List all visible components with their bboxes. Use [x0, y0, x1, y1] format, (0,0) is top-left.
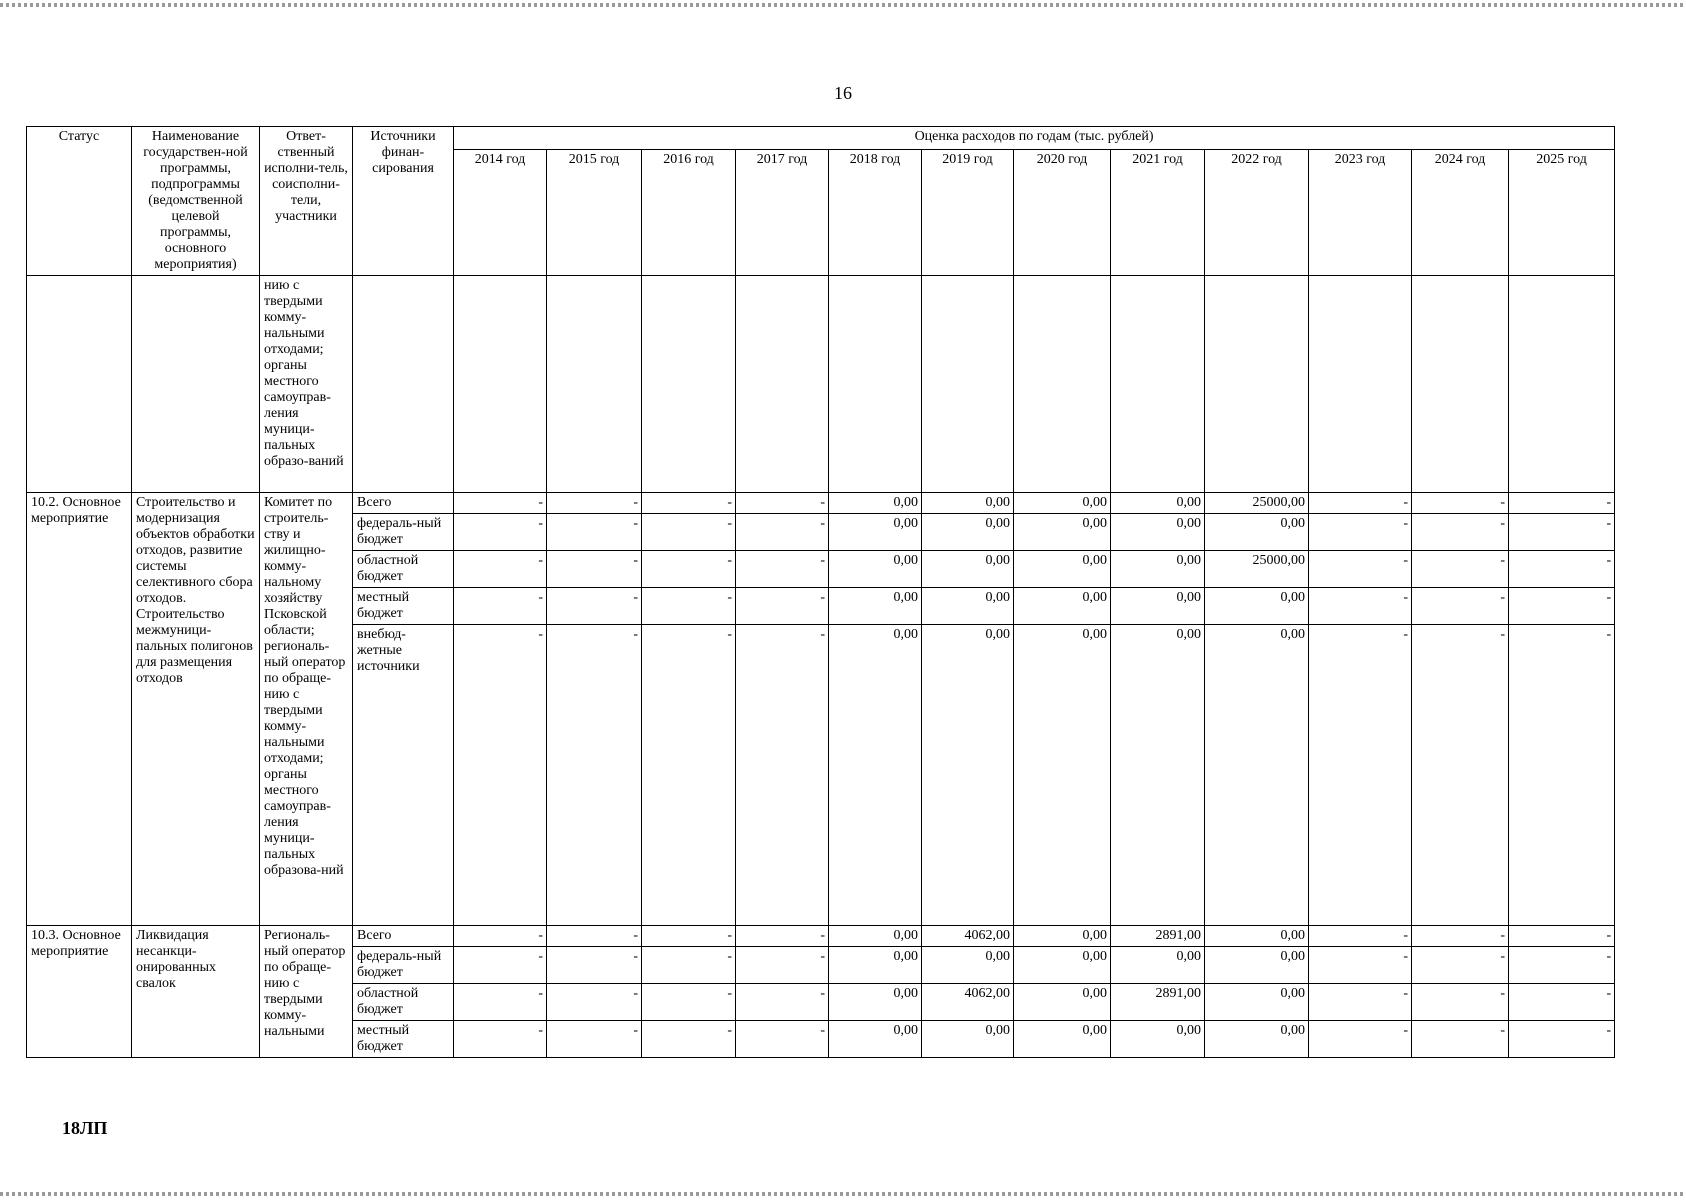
footer-code: 18ЛП [62, 1118, 108, 1138]
funding-source-cell: федераль-ный бюджет [353, 514, 454, 551]
amount-cell: 0,00 [1111, 947, 1205, 984]
amount-cell: 0,00 [829, 984, 922, 1021]
amount-cell: - [547, 625, 642, 926]
amount-cell: - [1412, 1021, 1509, 1058]
header-year: 2018 год [829, 150, 922, 276]
amount-cell: - [1509, 514, 1615, 551]
amount-cell: - [642, 588, 736, 625]
amount-cell: - [736, 551, 829, 588]
amount-cell: 0,00 [1014, 984, 1111, 1021]
amount-cell: - [547, 588, 642, 625]
amount-cell: - [736, 514, 829, 551]
amount-cell: 0,00 [1111, 1021, 1205, 1058]
amount-cell: 25000,00 [1205, 493, 1309, 514]
amount-cell: - [1412, 588, 1509, 625]
table-row [27, 926, 1615, 947]
header-year: 2020 год [1014, 150, 1111, 276]
header-estimate: Оценка расходов по годам (тыс. рублей) [454, 127, 1615, 150]
amount-cell: - [736, 926, 829, 947]
funding-source-cell: местный бюджет [353, 588, 454, 625]
continuation-sources-cell [353, 276, 454, 493]
amount-cell: - [1509, 551, 1615, 588]
amount-cell: 0,00 [922, 514, 1014, 551]
amount-cell: - [1309, 625, 1412, 926]
amount-cell: 0,00 [1014, 625, 1111, 926]
amount-cell: - [642, 625, 736, 926]
amount-cell: - [1412, 514, 1509, 551]
table-header [27, 127, 1615, 276]
amount-cell: - [1412, 947, 1509, 984]
amount-cell: - [642, 947, 736, 984]
amount-cell: - [547, 1021, 642, 1058]
amount-cell: 0,00 [1014, 588, 1111, 625]
measure-responsible-cell: Региональ-ный оператор по обраще-нию с твердыми комму-нальными [260, 926, 353, 1058]
amount-cell: 2891,00 [1111, 984, 1205, 1021]
amount-cell: - [1309, 926, 1412, 947]
amount-cell: 0,00 [922, 493, 1014, 514]
amount-cell: - [454, 493, 547, 514]
header-name: Наименование государствен-ной программы, подпрограммы (ведомственной целевой программы, основного мероприятия) [132, 127, 260, 276]
header-year: 2014 год [454, 150, 547, 276]
header-year: 2024 год [1412, 150, 1509, 276]
continuation-empty-cell [829, 276, 922, 493]
amount-cell: - [642, 984, 736, 1021]
amount-cell: 4062,00 [922, 984, 1014, 1021]
amount-cell: 0,00 [829, 551, 922, 588]
amount-cell: - [454, 926, 547, 947]
amount-cell: - [454, 984, 547, 1021]
continuation-row [27, 276, 1615, 493]
amount-cell: 0,00 [1014, 514, 1111, 551]
amount-cell: 0,00 [829, 625, 922, 926]
amount-cell: - [454, 947, 547, 984]
amount-cell: 0,00 [922, 1021, 1014, 1058]
continuation-empty-cell [1205, 276, 1309, 493]
amount-cell: 0,00 [1111, 551, 1205, 588]
table-row [27, 493, 1615, 514]
funding-source-cell: Всего [353, 493, 454, 514]
amount-cell: - [736, 625, 829, 926]
amount-cell: 0,00 [1014, 926, 1111, 947]
funding-source-cell: Всего [353, 926, 454, 947]
amount-cell: 0,00 [1014, 493, 1111, 514]
amount-cell: 0,00 [829, 926, 922, 947]
amount-cell: - [642, 514, 736, 551]
header-year: 2016 год [642, 150, 736, 276]
continuation-empty-cell [1014, 276, 1111, 493]
amount-cell: - [1309, 1021, 1412, 1058]
amount-cell: 0,00 [1014, 947, 1111, 984]
header-year: 2023 год [1309, 150, 1412, 276]
amount-cell: - [547, 984, 642, 1021]
amount-cell: 0,00 [1205, 1021, 1309, 1058]
amount-cell: - [642, 551, 736, 588]
amount-cell: - [547, 926, 642, 947]
page-number: 16 [834, 83, 852, 103]
amount-cell: - [736, 493, 829, 514]
amount-cell: 0,00 [922, 947, 1014, 984]
amount-cell: 0,00 [1111, 625, 1205, 926]
continuation-empty-cell [736, 276, 829, 493]
amount-cell: - [454, 514, 547, 551]
amount-cell: 0,00 [1111, 493, 1205, 514]
amount-cell: - [1309, 514, 1412, 551]
continuation-empty-cell [1309, 276, 1412, 493]
header-year: 2021 год [1111, 150, 1205, 276]
header-year: 2017 год [736, 150, 829, 276]
funding-source-cell: местный бюджет [353, 1021, 454, 1058]
amount-cell: - [642, 1021, 736, 1058]
measure-responsible-cell: Комитет по строитель-ству и жилищно-комму-нальному хозяйству Псковской области; региональ-ный оператор по обраще-нию с твердыми комму-нальными отходами; органы местного самоуправ-ления муници-пальных образова-ний [260, 493, 353, 926]
amount-cell: - [547, 947, 642, 984]
funding-source-cell: федераль-ный бюджет [353, 947, 454, 984]
amount-cell: - [454, 588, 547, 625]
budget-table [26, 126, 1615, 1058]
amount-cell: - [1509, 984, 1615, 1021]
amount-cell: - [1412, 984, 1509, 1021]
amount-cell: - [547, 514, 642, 551]
continuation-empty-cell [642, 276, 736, 493]
amount-cell: - [547, 493, 642, 514]
measure-status-cell: 10.3. Основное мероприятие [27, 926, 132, 1058]
continuation-empty-cell [1111, 276, 1205, 493]
amount-cell: 0,00 [1205, 588, 1309, 625]
header-responsible: Ответ-ственный исполни-тель, соисполни-тели, участники [260, 127, 353, 276]
continuation-name-cell [132, 276, 260, 493]
header-status: Статус [27, 127, 132, 276]
header-sources: Источники финан-сирования [353, 127, 454, 276]
amount-cell: 0,00 [1205, 984, 1309, 1021]
amount-cell: - [1509, 588, 1615, 625]
amount-cell: - [547, 551, 642, 588]
funding-source-cell: областной бюджет [353, 551, 454, 588]
amount-cell: - [1412, 551, 1509, 588]
amount-cell: - [1412, 625, 1509, 926]
amount-cell: 0,00 [1205, 625, 1309, 926]
amount-cell: 0,00 [922, 551, 1014, 588]
amount-cell: 0,00 [1205, 947, 1309, 984]
amount-cell: - [1412, 493, 1509, 514]
amount-cell: 0,00 [922, 588, 1014, 625]
continuation-empty-cell [547, 276, 642, 493]
amount-cell: - [1509, 947, 1615, 984]
amount-cell: 2891,00 [1111, 926, 1205, 947]
continuation-responsible-cell: нию с твердыми комму-нальными отходами; органы местного самоуправ-ления муници-пальных образо-ваний [260, 276, 353, 493]
amount-cell: 0,00 [1111, 514, 1205, 551]
amount-cell: - [1309, 588, 1412, 625]
funding-source-cell: областной бюджет [353, 984, 454, 1021]
amount-cell: 25000,00 [1205, 551, 1309, 588]
measure-name-cell: Ликвидация несанкци-онированных свалок [132, 926, 260, 1058]
continuation-empty-cell [922, 276, 1014, 493]
continuation-empty-cell [1509, 276, 1615, 493]
amount-cell: - [454, 551, 547, 588]
amount-cell: 4062,00 [922, 926, 1014, 947]
amount-cell: 0,00 [1205, 514, 1309, 551]
amount-cell: - [1509, 625, 1615, 926]
amount-cell: - [1309, 947, 1412, 984]
scan-edge-top [0, 3, 1686, 7]
amount-cell: 0,00 [1014, 1021, 1111, 1058]
amount-cell: 0,00 [1205, 926, 1309, 947]
amount-cell: 0,00 [829, 947, 922, 984]
amount-cell: - [736, 1021, 829, 1058]
measure-name-cell: Строительство и модернизация объектов обработки отходов, развитие системы селективного сбора отходов. Строительство межмуници-пальных полигонов для размещения отходов [132, 493, 260, 926]
header-year: 2025 год [1509, 150, 1615, 276]
amount-cell: - [454, 625, 547, 926]
amount-cell: - [736, 984, 829, 1021]
header-year: 2019 год [922, 150, 1014, 276]
amount-cell: 0,00 [1014, 551, 1111, 588]
amount-cell: - [736, 947, 829, 984]
amount-cell: - [1509, 1021, 1615, 1058]
continuation-empty-cell [1412, 276, 1509, 493]
amount-cell: - [454, 1021, 547, 1058]
amount-cell: - [1309, 551, 1412, 588]
amount-cell: 0,00 [829, 493, 922, 514]
amount-cell: - [736, 588, 829, 625]
amount-cell: - [1509, 493, 1615, 514]
funding-source-cell: внебюд-жетные источники [353, 625, 454, 926]
amount-cell: 0,00 [922, 625, 1014, 926]
header-year: 2015 год [547, 150, 642, 276]
header-year: 2022 год [1205, 150, 1309, 276]
measure-status-cell: 10.2. Основное мероприятие [27, 493, 132, 926]
amount-cell: - [642, 926, 736, 947]
amount-cell: 0,00 [829, 588, 922, 625]
continuation-status-cell [27, 276, 132, 493]
amount-cell: - [642, 493, 736, 514]
table-body [27, 276, 1615, 1058]
amount-cell: 0,00 [829, 1021, 922, 1058]
continuation-empty-cell [454, 276, 547, 493]
amount-cell: - [1412, 926, 1509, 947]
amount-cell: 0,00 [1111, 588, 1205, 625]
amount-cell: - [1509, 926, 1615, 947]
amount-cell: - [1309, 493, 1412, 514]
amount-cell: - [1309, 984, 1412, 1021]
amount-cell: 0,00 [829, 514, 922, 551]
scan-edge-bottom [0, 1192, 1686, 1196]
